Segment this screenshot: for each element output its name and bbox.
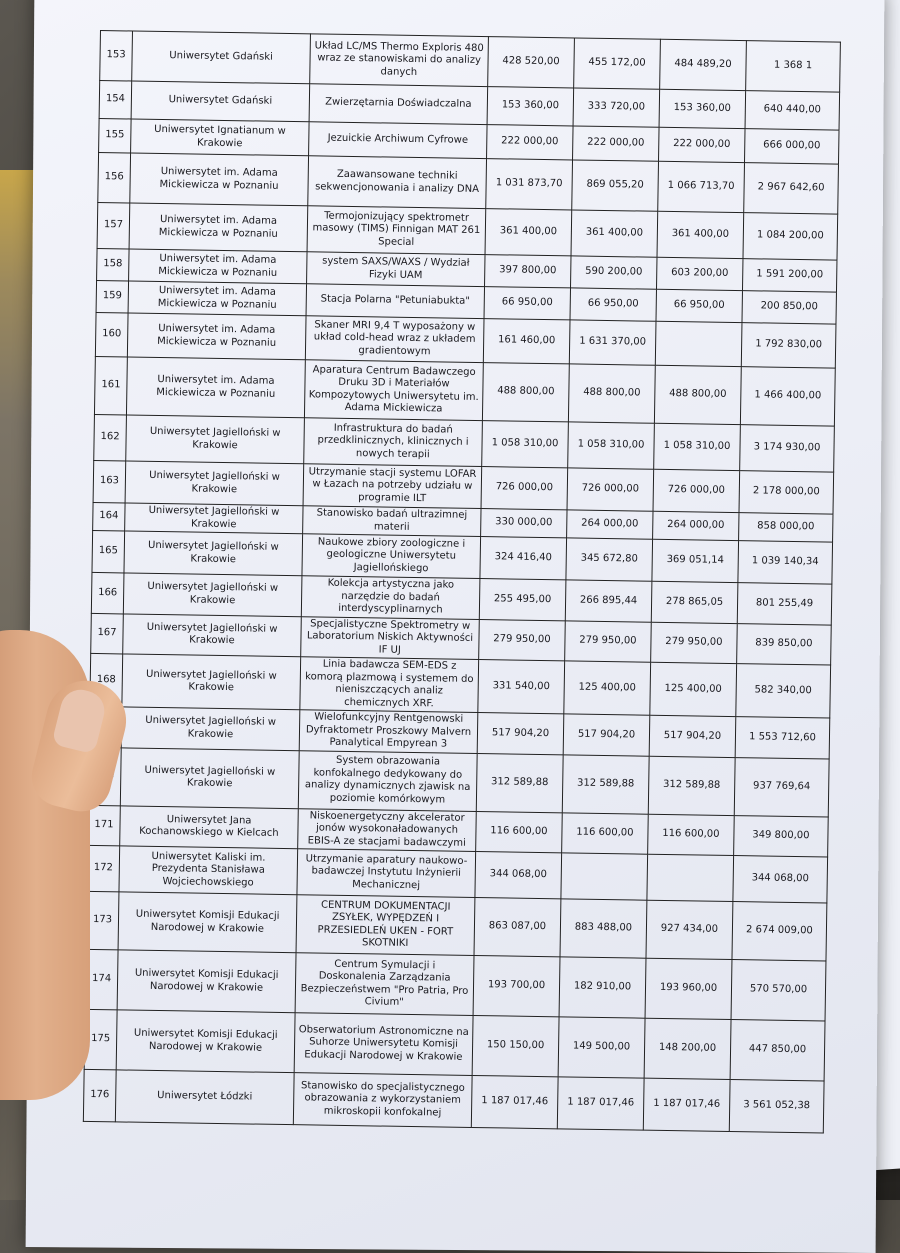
cell-no: 167 — [91, 613, 124, 654]
cell-value-1: 324 416,40 — [480, 537, 567, 580]
cell-total: 640 440,00 — [745, 91, 840, 130]
cell-total: 2 178 000,00 — [739, 471, 834, 514]
cell-value-3: 278 865,05 — [651, 581, 738, 623]
cell-description: Stanowisko do specjalistycznego obrazowania z wykorzystaniem mikroskopii konfokalnej — [293, 1073, 472, 1128]
cell-institution: Uniwersytet Jagielloński w Krakowie — [126, 415, 305, 464]
cell-no: 159 — [96, 280, 128, 312]
cell-total: 447 850,00 — [730, 1020, 825, 1081]
cell-total: 3 561 052,38 — [729, 1080, 824, 1133]
cell-value-2: 517 904,20 — [563, 714, 650, 756]
cell-total: 937 769,64 — [734, 757, 829, 816]
cell-description: system SAXS/WAXS / Wydział Fizyki UAM — [307, 252, 485, 287]
cell-institution: Uniwersytet Gdański — [131, 81, 310, 122]
cell-value-3: 193 960,00 — [645, 958, 732, 1019]
cell-value-1: 255 495,00 — [479, 579, 566, 621]
cell-description: System obrazowania konfokalnego dedykowany do analizy dynamicznych zjawisk na poziomie komórkowym — [298, 750, 477, 811]
cell-value-1: 331 540,00 — [478, 660, 565, 714]
cell-value-1: 863 087,00 — [474, 897, 561, 956]
cell-description: CENTRUM DOKUMENTACJI ZSYŁEK, WYPĘDZEŃ I PRZESIEDLEŃ UKEN - FORT SKOTNIKI — [296, 895, 475, 956]
cell-description: Stacja Polarna "Petuniabukta" — [306, 284, 484, 319]
cell-value-2: 182 910,00 — [559, 957, 646, 1018]
cell-value-2: 266 895,44 — [565, 580, 652, 622]
cell-institution: Uniwersytet Jagielloński w Krakowie — [120, 747, 299, 808]
cell-total: 858 000,00 — [739, 513, 833, 542]
cell-no: 154 — [99, 81, 132, 119]
cell-value-2: 488 800,00 — [568, 364, 655, 423]
cell-total: 200 850,00 — [742, 291, 836, 324]
cell-value-2: 1 187 017,46 — [557, 1077, 644, 1130]
cell-value-1: 66 950,00 — [484, 287, 570, 320]
cell-value-3 — [655, 321, 742, 366]
cell-value-1: 116 600,00 — [476, 811, 563, 853]
cell-institution: Uniwersytet Jagielloński w Krakowie — [123, 613, 302, 656]
cell-description: Niskoenergetyczny akcelerator jonów wysokonaładowanych EBIS-A ze stacjami badawczymi — [298, 808, 477, 851]
cell-value-2: 116 600,00 — [562, 812, 649, 854]
cell-total: 666 000,00 — [744, 129, 839, 164]
cell-institution: Uniwersytet im. Adama Mickiewicza w Poznaniu — [128, 281, 306, 316]
cell-institution: Uniwersytet Jagielloński w Krakowie — [121, 707, 300, 750]
cell-institution: Uniwersytet im. Adama Mickiewicza w Poznaniu — [129, 203, 308, 252]
cell-description: Zwierzętarnia Doświadczalna — [309, 84, 488, 125]
cell-value-1: 312 589,88 — [476, 753, 563, 812]
cell-value-3: 116 600,00 — [648, 814, 735, 856]
cell-value-1: 279 950,00 — [479, 619, 566, 661]
cell-value-2: 869 055,20 — [572, 160, 659, 211]
cell-value-3: 148 200,00 — [644, 1018, 731, 1079]
cell-institution: Uniwersytet Komisji Edukacji Narodowej w Krakowie — [116, 1010, 295, 1073]
cell-value-3: 927 434,00 — [646, 900, 733, 959]
cell-no: 168 — [90, 653, 123, 706]
table-row — [83, 1069, 824, 1133]
cell-no: 166 — [91, 572, 124, 613]
cell-description: Linia badawcza SEM-EDS z komorą plazmową i systemem do nieniszczących analiz chemicznych XRF. — [300, 657, 479, 713]
cell-value-3: 603 200,00 — [656, 257, 742, 290]
cell-total: 1 792 830,00 — [741, 323, 836, 368]
cell-value-3: 1 066 713,70 — [658, 161, 745, 212]
cell-description: Aparatura Centrum Badawczego Druku 3D i Materiałów Kompozytowych Uniwersytetu im. Adama Mickiewicza — [304, 360, 483, 421]
cell-value-3: 1 058 310,00 — [654, 423, 741, 470]
cell-value-2: 590 200,00 — [571, 256, 657, 289]
cell-total: 2 967 642,60 — [744, 163, 839, 214]
cell-no: 161 — [94, 356, 127, 414]
cell-value-2: 1 631 370,00 — [569, 320, 656, 365]
cell-total: 582 340,00 — [736, 664, 831, 718]
cell-no: 153 — [100, 31, 133, 81]
cell-value-3: 369 051,14 — [652, 539, 739, 582]
cell-description: Termojonizujący spektrometr masowy (TIMS) Finnigan MAT 261 Special — [307, 206, 486, 255]
cell-description: Skaner MRI 9,4 T wyposażony w układ cold-head wraz z układem gradientowym — [305, 316, 484, 363]
cell-description: Utrzymanie stacji systemu LOFAR w Łazach na potrzeby udziału w programie ILT — [303, 464, 482, 509]
cell-value-1: 726 000,00 — [481, 467, 568, 510]
cell-value-1: 428 520,00 — [488, 37, 575, 88]
cell-total: 1 466 400,00 — [740, 367, 835, 426]
cell-institution: Uniwersytet Jagielloński w Krakowie — [124, 531, 303, 576]
cell-value-2: 264 000,00 — [567, 510, 653, 539]
cell-institution: Uniwersytet Jagielloński w Krakowie — [123, 573, 302, 616]
cell-value-2: 222 000,00 — [573, 126, 660, 161]
cell-no: 162 — [94, 414, 127, 460]
cell-value-2: 279 950,00 — [565, 620, 652, 662]
cell-value-2: 149 500,00 — [558, 1017, 645, 1078]
cell-institution: Uniwersytet Łódzki — [115, 1070, 294, 1125]
cell-value-3: 361 400,00 — [657, 211, 744, 258]
cell-no: 171 — [88, 805, 121, 846]
cell-value-3: 1 187 017,46 — [643, 1078, 730, 1131]
cell-institution: Uniwersytet Ignatianum w Krakowie — [131, 119, 310, 156]
cell-no: 157 — [97, 202, 130, 248]
cell-value-2: 66 950,00 — [570, 288, 656, 321]
cell-no: 165 — [92, 530, 125, 572]
cell-description: Naukowe zbiory zoologiczne i geologiczne Uniwersytetu Jagiellońskiego — [302, 534, 481, 579]
cell-no: 160 — [95, 312, 128, 356]
cell-description: Obserwatorium Astronomiczne na Suhorze Uniwersytetu Komisji Edukacji Narodowej w Krakowie — [294, 1013, 473, 1076]
cell-institution: Uniwersytet Komisji Edukacji Narodowej w Krakowie — [118, 892, 297, 953]
cell-no: 173 — [86, 891, 119, 949]
cell-no: 176 — [83, 1069, 116, 1121]
cell-value-1: 344 068,00 — [475, 852, 562, 899]
cell-description: Stanowisko badań ultrazimnej materii — [303, 506, 481, 537]
cell-value-2: 361 400,00 — [571, 210, 658, 257]
cell-value-3: 488 800,00 — [654, 365, 741, 424]
cell-value-3: 312 589,88 — [648, 756, 735, 815]
cell-value-3: 125 400,00 — [650, 662, 737, 716]
cell-total: 3 174 930,00 — [740, 425, 835, 472]
cell-value-3: 726 000,00 — [653, 469, 740, 512]
cell-value-3: 517 904,20 — [649, 715, 736, 757]
cell-value-2: 726 000,00 — [567, 468, 654, 511]
cell-value-2: 312 589,88 — [562, 754, 649, 813]
cell-value-2: 1 058 310,00 — [568, 422, 655, 469]
cell-description: Zaawansowane techniki sekwencjonowania i analizy DNA — [308, 156, 487, 209]
cell-description: Utrzymanie aparatury naukowo-badawczej Instytutu Inżynierii Mechanicznej — [297, 849, 476, 898]
cell-description: Układ LC/MS Thermo Exploris 480 wraz ze stanowiskami do analizy danych — [310, 34, 489, 87]
cell-value-2: 883 488,00 — [560, 899, 647, 958]
cell-total: 1 039 140,34 — [738, 541, 833, 584]
cell-value-3: 222 000,00 — [659, 127, 746, 162]
cell-total: 570 570,00 — [731, 960, 826, 1021]
cell-value-1: 222 000,00 — [487, 125, 574, 160]
cell-value-3: 153 360,00 — [659, 89, 746, 128]
cell-value-2: 125 400,00 — [564, 661, 651, 715]
cell-total: 1 553 712,60 — [735, 717, 830, 759]
cell-total: 1 368 1 — [746, 41, 841, 92]
cell-value-1: 1 058 310,00 — [482, 421, 569, 468]
cell-value-1: 361 400,00 — [485, 209, 572, 256]
cell-total: 344 068,00 — [733, 856, 828, 903]
cell-value-1: 1 031 873,70 — [486, 159, 573, 210]
cell-value-3: 279 950,00 — [651, 622, 738, 664]
cell-no: 175 — [84, 1009, 117, 1069]
cell-value-2: 333 720,00 — [573, 88, 660, 127]
cell-institution: Uniwersytet im. Adama Mickiewicza w Poznaniu — [129, 249, 307, 284]
cell-institution: Uniwersytet Jagielloński w Krakowie — [122, 654, 301, 710]
cell-value-3: 264 000,00 — [653, 511, 739, 540]
cell-institution: Uniwersytet Jana Kochanowskiego w Kielcach — [120, 805, 299, 848]
cell-total: 1 591 200,00 — [742, 259, 836, 292]
cell-institution: Uniwersytet Jagielloński w Krakowie — [125, 503, 303, 534]
cell-value-2: 345 672,80 — [566, 538, 653, 581]
cell-value-1: 397 800,00 — [485, 255, 571, 288]
cell-value-1: 161 460,00 — [483, 319, 570, 364]
cell-value-3: 484 489,20 — [660, 39, 747, 90]
cell-value-3 — [647, 854, 734, 901]
funding-table — [83, 30, 841, 1134]
cell-value-1: 517 904,20 — [477, 713, 564, 755]
cell-description: Specjalistyczne Spektrometry w Laboratorium Niskich Aktywności IF UJ — [301, 616, 480, 659]
cell-no: 174 — [85, 949, 118, 1009]
cell-institution: Uniwersytet im. Adama Mickiewicza w Poznaniu — [127, 313, 306, 360]
cell-institution: Uniwersytet im. Adama Mickiewicza w Poznaniu — [126, 357, 305, 418]
cell-value-1: 193 700,00 — [473, 955, 560, 1016]
cell-description: Centrum Symulacji i Doskonalenia Zarządzania Bezpieczeństwem "Pro Patria, Pro Civium" — [295, 953, 474, 1016]
cell-description: Wielofunkcyjny Rentgenowski Dyfraktometr Proszkowy Malvern Panalytical Empyrean 3 — [299, 710, 478, 753]
cell-total: 801 255,49 — [737, 583, 832, 625]
cell-institution: Uniwersytet Gdański — [132, 31, 311, 84]
cell-description: Jezuickie Archiwum Cyfrowe — [309, 122, 488, 159]
cell-institution: Uniwersytet im. Adama Mickiewicza w Poznaniu — [130, 153, 309, 206]
cell-no: 172 — [87, 845, 120, 891]
cell-no: 155 — [99, 118, 132, 152]
cell-total: 349 800,00 — [734, 815, 829, 857]
cell-value-1: 488 800,00 — [482, 363, 569, 422]
cell-description: Infrastruktura do badań przedklinicznych, klinicznych i nowych terapii — [304, 418, 483, 467]
cell-institution: Uniwersytet Jagielloński w Krakowie — [125, 461, 304, 506]
cell-value-1: 330 000,00 — [481, 509, 567, 538]
cell-value-2: 455 172,00 — [574, 38, 661, 89]
cell-value-1: 153 360,00 — [487, 87, 574, 126]
cell-value-1: 150 150,00 — [472, 1015, 559, 1076]
cell-institution: Uniwersytet Kaliski im. Prezydenta Stanisława Wojciechowskiego — [119, 846, 298, 895]
cell-total: 839 850,00 — [737, 623, 832, 665]
cell-value-3: 66 950,00 — [656, 289, 742, 322]
table-body — [83, 31, 840, 1133]
cell-value-1: 1 187 017,46 — [471, 1075, 558, 1128]
cell-total: 2 674 009,00 — [732, 902, 827, 961]
cell-description: Kolekcja artystyczna jako narzędzie do badań interdyscyplinarnych — [301, 576, 480, 619]
cell-no: 156 — [98, 152, 131, 202]
cell-total: 1 084 200,00 — [743, 213, 838, 260]
cell-no: 158 — [97, 248, 129, 280]
cell-institution: Uniwersytet Komisji Edukacji Narodowej w Krakowie — [117, 950, 296, 1013]
cell-value-2 — [561, 853, 648, 900]
cell-no: 164 — [93, 502, 125, 530]
cell-no: 163 — [93, 460, 126, 502]
